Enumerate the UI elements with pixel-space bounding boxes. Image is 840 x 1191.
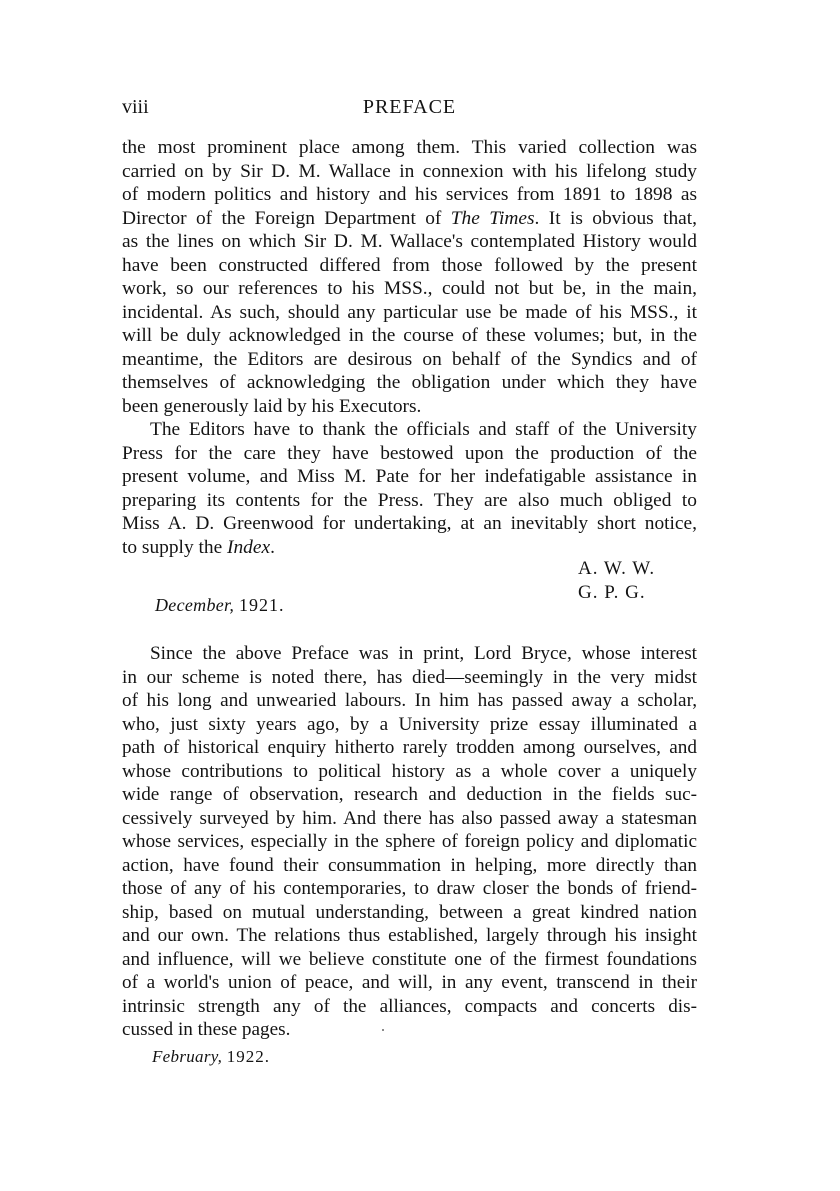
- text-line: wide range of observation, research and deduction in the fields suc-: [122, 784, 697, 805]
- running-title: PREFACE: [362, 96, 457, 118]
- text-line: [122, 207, 697, 231]
- text-line: incidental. As such, should any particular use be made of his MSS., it: [122, 301, 697, 323]
- text-line: whose contributions to political history as a whole cover a uniquely: [122, 760, 697, 782]
- signature-initials: G. P. G.: [578, 581, 646, 603]
- text-line: meantime, the Editors are desirous on behalf of the Syndics and of: [122, 348, 697, 370]
- text-line: have been constructed differed from those followed by the present: [122, 254, 697, 276]
- editor-signatures: [578, 557, 655, 604]
- text-line: present volume, and Miss M. Pate for her indefatigable assistance in: [122, 466, 697, 487]
- text-line: as the lines on which Sir D. M. Wallace's contemplated History would: [122, 231, 697, 252]
- text-line: carried on by Sir D. M. Wallace in connexion with his lifelong study: [122, 160, 697, 182]
- text-run: .: [270, 536, 275, 558]
- date-month: February,: [152, 1047, 223, 1066]
- text-line: of modern politics and history and his services from 1891 to 1898 as: [122, 184, 697, 205]
- text-line: in our scheme is noted there, has died—seemingly in the very midst: [122, 666, 697, 688]
- text-line: whose services, especially in the sphere of foreign policy and diplomatic: [122, 831, 697, 852]
- index-reference: Index: [227, 536, 271, 558]
- text-line: cussed in these pages.: [122, 1019, 291, 1040]
- text-line: Miss A. D. Greenwood for undertaking, at an inevitably short notice,: [122, 513, 697, 534]
- date-month: December,: [155, 595, 235, 615]
- text-line: who, just sixty years ago, by a University prize essay illuminated a: [122, 713, 697, 735]
- text-line: [122, 536, 697, 560]
- preface-paragraph-2: [122, 418, 697, 559]
- page-number: viii: [122, 96, 149, 118]
- text-line: The Editors have to thank the officials and staff of the University: [150, 419, 697, 440]
- text-line: ship, based on mutual understanding, between a great kindred nation: [122, 901, 697, 923]
- date-year: 1921.: [238, 595, 285, 615]
- text-line: action, have found their consummation in helping, more directly than: [122, 854, 697, 876]
- text-line: Since the above Preface was in print, Lord Bryce, whose interest: [150, 643, 697, 664]
- text-line: path of historical enquiry hitherto rarely trodden among ourselves, and: [122, 737, 697, 758]
- text-run: to supply the: [122, 536, 228, 558]
- ink-speck: [382, 1029, 384, 1031]
- text-line: work, so our references to his MSS., could not but be, in the main,: [122, 278, 697, 299]
- text-line: Press for the care they have bestowed upon the production of the: [122, 442, 697, 464]
- text-line: intrinsic strength any of the alliances, compacts and concerts dis-: [122, 995, 697, 1017]
- text-line: will be duly acknowledged in the course of these volumes; but, in the: [122, 325, 697, 346]
- postscript-date: [152, 1047, 270, 1067]
- signature-initials: A. W. W.: [578, 558, 656, 579]
- page-header: [122, 96, 697, 124]
- text-line: those of any of his contemporaries, to draw closer the bonds of friend-: [122, 878, 697, 899]
- publication-title: The Times: [450, 207, 535, 229]
- text-line: cessively surveyed by him. And there has also passed away a statesman: [122, 807, 697, 829]
- text-line: preparing its contents for the Press. They are also much obliged to: [122, 489, 697, 511]
- text-line: of his long and unwearied labours. In him has passed away a scholar,: [122, 690, 697, 711]
- text-line: and our own. The relations thus established, largely through his insight: [122, 925, 697, 946]
- text-line: of a world's union of peace, and will, in any event, transcend in their: [122, 972, 697, 993]
- preface-paragraph-1: [122, 136, 697, 418]
- postscript-paragraph: [122, 642, 697, 1042]
- text-line: the most prominent place among them. This varied collection was: [122, 137, 697, 158]
- text-run: . It is obvious that,: [534, 207, 697, 229]
- date-year: 1922.: [226, 1047, 271, 1066]
- text-line: themselves of acknowledging the obligation under which they have: [122, 372, 697, 393]
- text-line: been generously laid by his Executors.: [122, 395, 422, 417]
- preface-date: [155, 595, 284, 616]
- text-run: Director of the Foreign Department of: [122, 207, 451, 229]
- text-line: and influence, will we believe constitute one of the firmest foundations: [122, 948, 697, 970]
